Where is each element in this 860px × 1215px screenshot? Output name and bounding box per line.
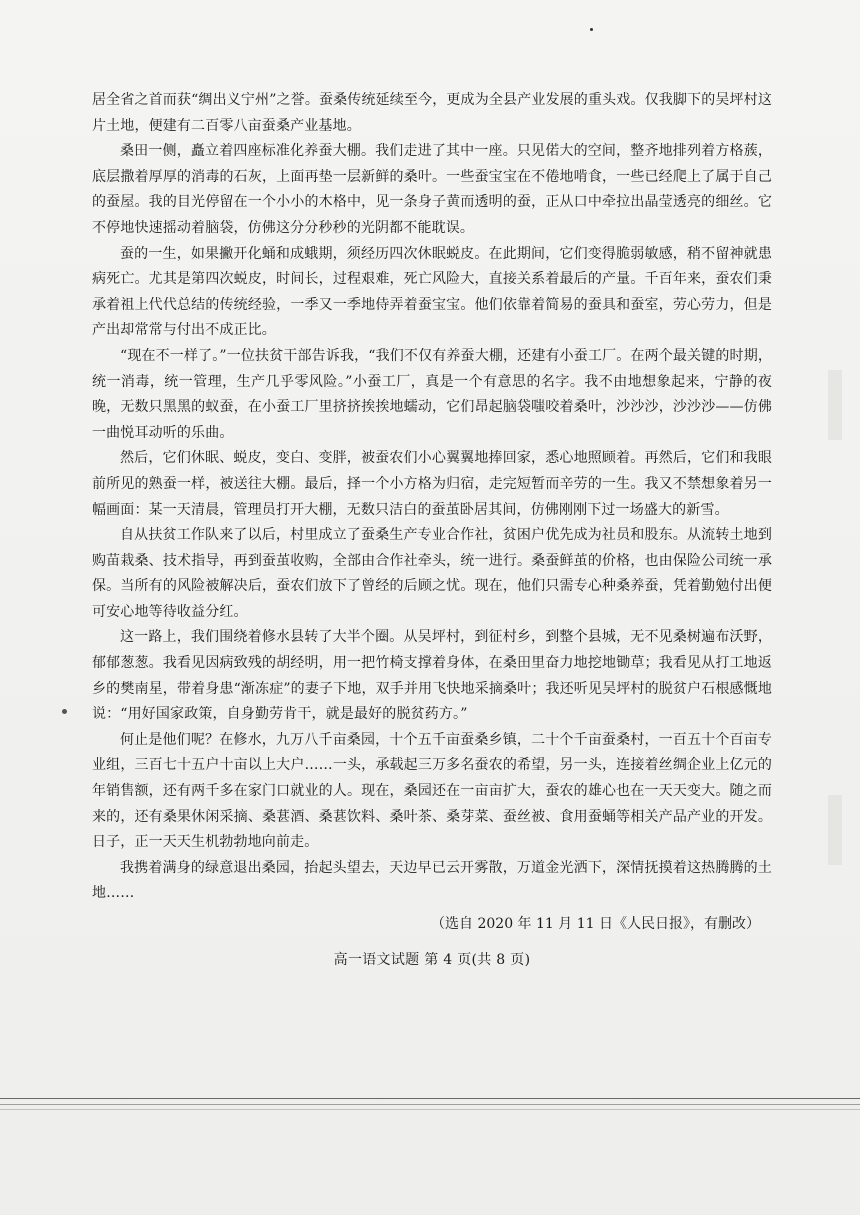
- scan-speck: [590, 28, 593, 31]
- article-body: [92, 88, 772, 972]
- page-edge-rule: [0, 1104, 860, 1105]
- article-paragraph: 蚕的一生，如果撇开化蛹和成蛾期，须经历四次休眠蜕皮。在此期间，它们变得脆弱敏感，稍不留神就患病死亡。尤其是第四次蜕皮，时间长，过程艰难，死亡风险大，直接关系着最后的产量。千百年来，蚕农们秉承着祖上代代总结的传统经验，一季又一季地侍弄着蚕宝宝。他们依靠着简易的蚕具和蚕室，劳心劳力，但是产出却常常与付出不成正比。: [92, 245, 772, 339]
- article-paragraph: 我携着满身的绿意退出桑园，抬起头望去，天边早已云开雾散，万道金光洒下，深情抚摸着这热腾腾的土地……: [92, 859, 772, 902]
- article-paragraph: 桑田一侧，矗立着四座标准化养蚕大棚。我们走进了其中一座。只见偌大的空间，整齐地排列着方格蔟，底层撒着厚厚的消毒的石灰，上面再垫一层新鲜的桑叶。一些蚕宝宝在不倦地啃食，一些已经爬上了属于自己的蚕屋。我的目光停留在一个小小的木格中，见一条身子黄而透明的蚕，正从口中牵拉出晶莹透亮的细丝。它不停地快速摇动着脑袋，仿佛这分分秒秒的光阴都不能耽误。: [92, 143, 772, 236]
- page-footer: 高一语文试题 第 4 页(共 8 页): [333, 952, 531, 968]
- article-paragraph: 自从扶贫工作队来了以后，村里成立了蚕桑生产专业合作社，贫困户优先成为社员和股东。从流转土地到购苗栽桑、技术指导，再到蚕茧收购，全部由合作社牵头，统一进行。桑蚕鲜茧的价格，也由保险公司统一承保。当所有的风险被解决后，蚕农们放下了曾经的后顾之忧。现在，他们只需专心种桑养蚕，凭着勤勉付出便可安心地等待收益分红。: [92, 527, 772, 620]
- article-paragraph: 然后，它们休眠、蜕皮，变白、变胖，被蚕农们小心翼翼地捧回家，悉心地照顾着。再然后，它们和我眼前所见的熟蚕一样，被送往大棚。最后，择一个小方格为归宿，走完短暂而辛劳的一生。我又不禁想象着另一幅画面：某一天清晨，管理员打开大棚，无数只洁白的蚕茧卧居其间，仿佛刚刚下过一场盛大的新雪。: [92, 450, 772, 518]
- scan-speck: [62, 709, 67, 714]
- article-paragraph: 居全省之首而获“绸出义宁州”之誉。蚕桑传统延续至今，更成为全县产业发展的重头戏。仅我脚下的吴坪村这片土地，便建有二百零八亩蚕桑产业基地。: [92, 92, 772, 134]
- bleed-through-mark: [828, 795, 842, 865]
- page-edge-rule: [0, 1109, 860, 1110]
- article-paragraph: “现在不一样了。”一位扶贫干部告诉我，“我们不仅有养蚕大棚，还建有小蚕工厂。在两个最关键的时期，统一消毒，统一管理，生产几乎零风险。”小蚕工厂，真是一个有意思的名字。我不由地想象起来，宁静的夜晚，无数只黑黑的蚁蚕，在小蚕工厂里挤挤挨挨地蠕动，它们昂起脑袋嗤咬着桑叶，沙沙沙，沙沙沙——仿佛一曲悦耳动听的乐曲。: [92, 347, 772, 441]
- bleed-through-mark: [828, 370, 842, 440]
- article-source: （选自 2020 年 11 月 11 日《人民日报》，有删改）: [431, 916, 760, 932]
- page-edge-rule: [0, 1098, 860, 1099]
- article-paragraph: 这一路上，我们围绕着修水县转了大半个圈。从吴坪村，到征村乡，到整个县城，无不见桑树遍布沃野，郁郁葱葱。我看见因病致残的胡经明，用一把竹椅支撑着身体，在桑田里奋力地挖地锄草；我看见从打工地返乡的樊南星，带着身患“渐冻症”的妻子下地，双手并用飞快地采摘桑叶；我还听见吴坪村的脱贫户石根感慨地说：“用好国家政策，自身勤劳肯干，就是最好的脱贫药方。”: [92, 629, 772, 723]
- article-paragraph: 何止是他们呢？在修水，九万八千亩桑园，十个五千亩蚕桑乡镇，二十个千亩蚕桑村，一百五十个百亩专业组，三百七十五户十亩以上大户……一头，承载起三万多名蚕农的希望，另一头，连接着丝绸企业上亿元的年销售额，还有两千多在家门口就业的人。现在，桑园还在一亩亩扩大，蚕农的雄心也在一天天变大。随之而来的，还有桑果休闲采摘、桑葚酒、桑葚饮料、桑叶茶、桑芽菜、蚕丝被、食用蚕蛹等相关产品产业的开发。日子，正一天天生机勃勃地向前走。: [92, 731, 772, 851]
